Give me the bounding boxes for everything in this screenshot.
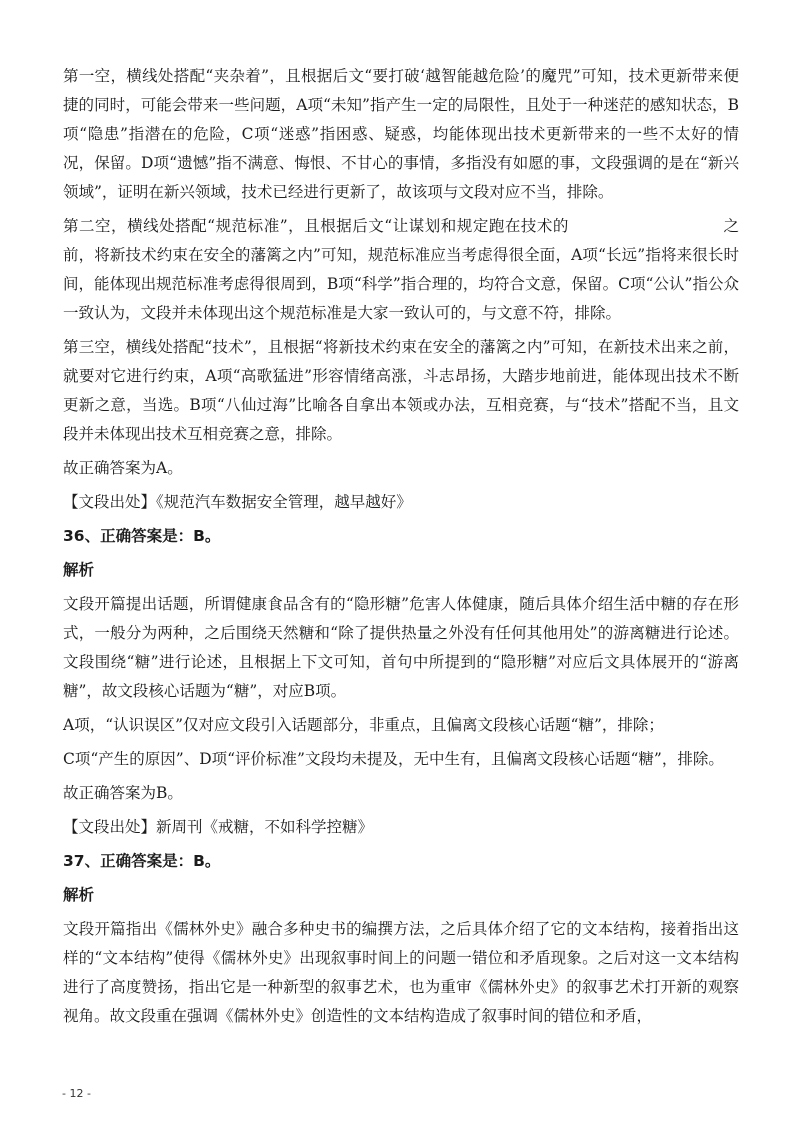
paragraph-text: 第二空，横线处搭配“规范标准”，且根据后文“让谋划和规定跑在技术的 [63, 217, 569, 235]
answer-paragraph-blank-1: 第一空，横线处搭配“夹杂着”，且根据后文“要打破‘越智能越危险’的魔咒”可知，技术更新带来便捷的同时，可能会带来一些问题，A项“未知”指产生一定的局限性，且处于一种迷茫的感知状态，B项“隐患”指潜在的危险，C项“迷惑”指困惑、疑惑，均能体现出技术更新带来的一些不太好的情况，保留。D项“遗憾”指不满意、悔恨、不甘心的事情，多指没有如愿的事，文段强调的是在“新兴领域”，证明在新兴领域，技术已经进行更新了，故该项与文段对应不当，排除。 [63, 67, 739, 201]
source-note: 【文段出处】《规范汽车数据安全管理，越早越好》 [63, 493, 412, 511]
page-number: - 12 - [62, 1087, 91, 1100]
analysis-paragraph: 文段开篇指出《儒林外史》融合多种史书的编撰方法，之后具体介绍了它的文本结构，接着指出这样的“文本结构”使得《儒林外史》出现叙事时间上的问题一错位和矛盾现象。之后对这一文本结构进行了高度赞扬，指出它是一种新型的叙事艺术，也为重审《儒林外史》的叙事艺术打开新的观察视角。故文段重在强调《儒林外史》创造性的文本结构造成了叙事时间的错位和矛盾， [63, 920, 739, 1025]
source-note: 【文段出处】新周刊《戒糖，不如科学控糖》 [63, 818, 374, 836]
document-page [63, 62, 739, 1036]
question-36-answer: 36、正确答案是：B。 [63, 527, 221, 545]
answer-paragraph-blank-2 [63, 212, 739, 328]
paragraph-text: 之前，将新技术约束在安全的藩篱之内”可知，规范标准应当考虑得很全面，A项“长远”指将来很长时间，能体现出规范标准考虑得很周到，B项“科学”指合理的，均符合文意，保留。C项“公认”指公众一致认为，文段并未体现出这个规范标准是大家一致认可的，与文意不符，排除。 [63, 217, 739, 322]
question-37-answer: 37、正确答案是：B。 [63, 852, 221, 870]
analysis-paragraph: 文段开篇提出话题，所谓健康食品含有的“隐形糖”危害人体健康，随后具体介绍生活中糖的存在形式，一般分为两种，之后围绕天然糖和“除了提供热量之外没有任何其他用处”的游离糖进行论述。文段围绕“糖”进行论述，且根据上下文可知，首句中所提到的“隐形糖”对应后文具体展开的“游离糖”，故文段核心话题为“糖”，对应B项。 [63, 595, 739, 700]
analysis-heading: 解析 [63, 886, 95, 904]
option-a-explanation: A项，“认识误区”仅对应文段引入话题部分，非重点，且偏离文段核心话题“糖”，排除； [63, 716, 664, 734]
analysis-heading: 解析 [63, 561, 95, 579]
answer-paragraph-blank-3: 第三空，横线处搭配“技术”，且根据“将新技术约束在安全的藩篱之内”可知，在新技术出来之前，就要对它进行约束，A项“高歌猛进”形容情绪高涨，斗志昂扬，大踏步地前进，能体现出技术不断更新之意，当选。B项“八仙过海”比喻各自拿出本领或办法，互相竞赛，与“技术”搭配不当，且文段并未体现出技术互相竞赛之意，排除。 [63, 338, 739, 443]
option-cd-explanation: C项“产生的原因”、D项“评价标准”文段均未提及，无中生有，且偏离文段核心话题“糖”，排除。 [63, 750, 724, 768]
answer-conclusion: 故正确答案为A。 [63, 459, 183, 477]
answer-conclusion: 故正确答案为B。 [63, 784, 183, 802]
